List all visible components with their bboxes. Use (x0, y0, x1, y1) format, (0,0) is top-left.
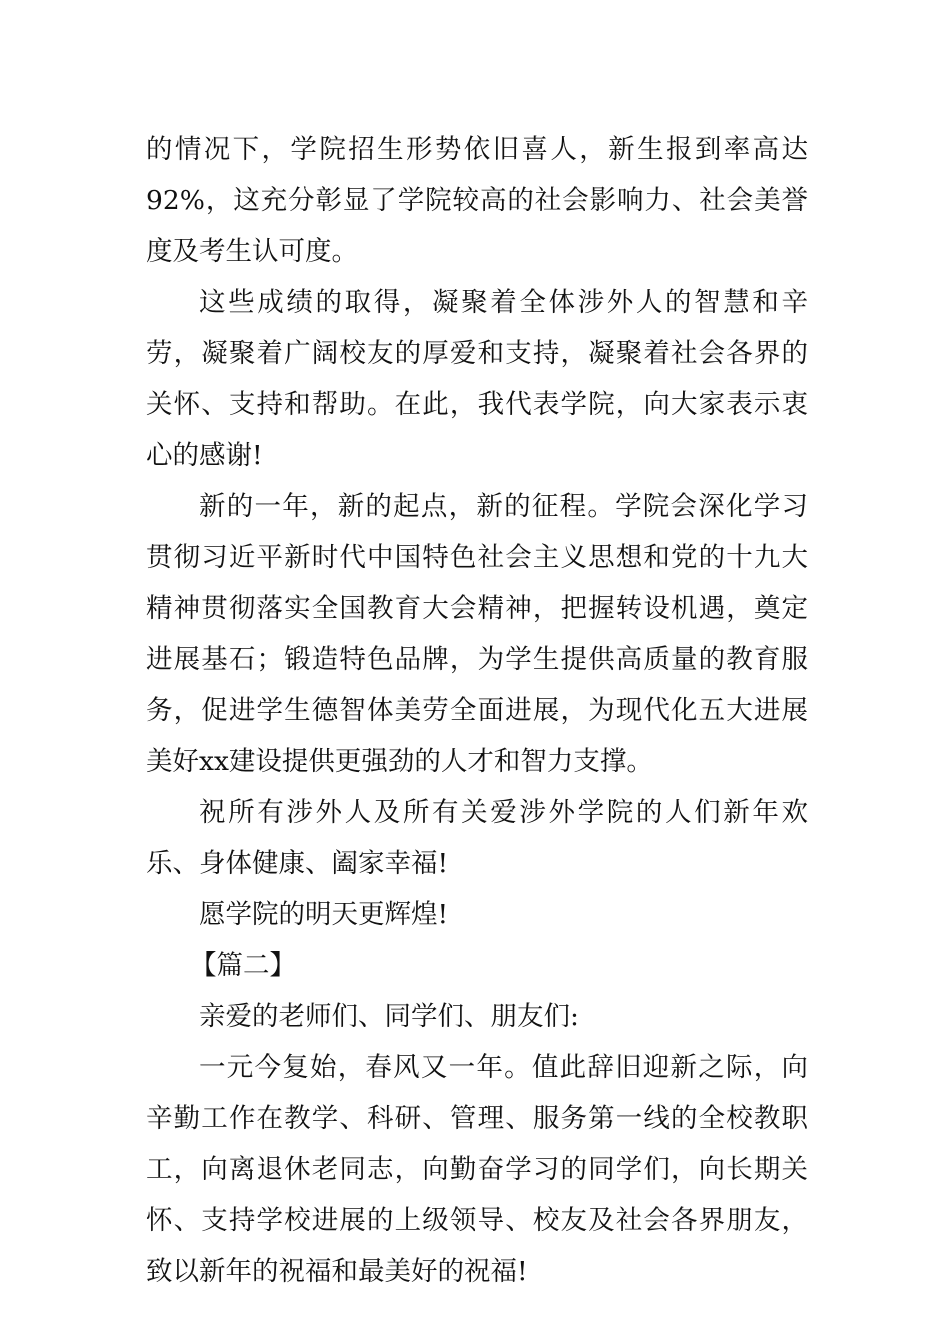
paragraph-wishes: 祝所有涉外人及所有关爱涉外学院的人们新年欢乐、身体健康、阖家幸福! (146, 797, 808, 879)
section-heading: 【篇二】 (190, 950, 296, 981)
paragraph-thanks: 这些成绩的取得，凝聚着全体涉外人的智慧和辛劳，凝聚着广阔校友的厚爱和支持，凝聚着社会各界的关怀、支持和帮助。在此，我代表学院，向大家表示衷心的感谢! (146, 287, 808, 471)
paragraph-continuation: 的情况下，学院招生形势依旧喜人，新生报到率高达92%，这充分彰显了学院较高的社会影响力、社会美誉度及考生认可度。 (146, 134, 808, 267)
document-body (146, 124, 808, 1297)
paragraph-new-year-greeting: 一元今复始，春风又一年。值此辞旧迎新之际，向辛勤工作在教学、科研、管理、服务第一线的全校教职工，向离退休老同志，向勤奋学习的同学们，向长期关怀、支持学校进展的上级领导、校友及社会各界朋友，致以新年的祝福和最美好的祝福! (146, 1052, 808, 1287)
paragraph-new-year-plan: 新的一年，新的起点，新的征程。学院会深化学习贯彻习近平新时代中国特色社会主义思想和党的十九大精神贯彻落实全国教育大会精神，把握转设机遇，奠定进展基石；锻造特色品牌，为学生提供高质量的教育服务，促进学生德智体美劳全面进展，为现代化五大进展美好xx建设提供更强劲的人才和智力支撑。 (146, 491, 808, 777)
paragraph-brighter-future: 愿学院的明天更辉煌! (199, 899, 449, 930)
greeting-line: 亲爱的老师们、同学们、朋友们: (199, 1001, 579, 1032)
